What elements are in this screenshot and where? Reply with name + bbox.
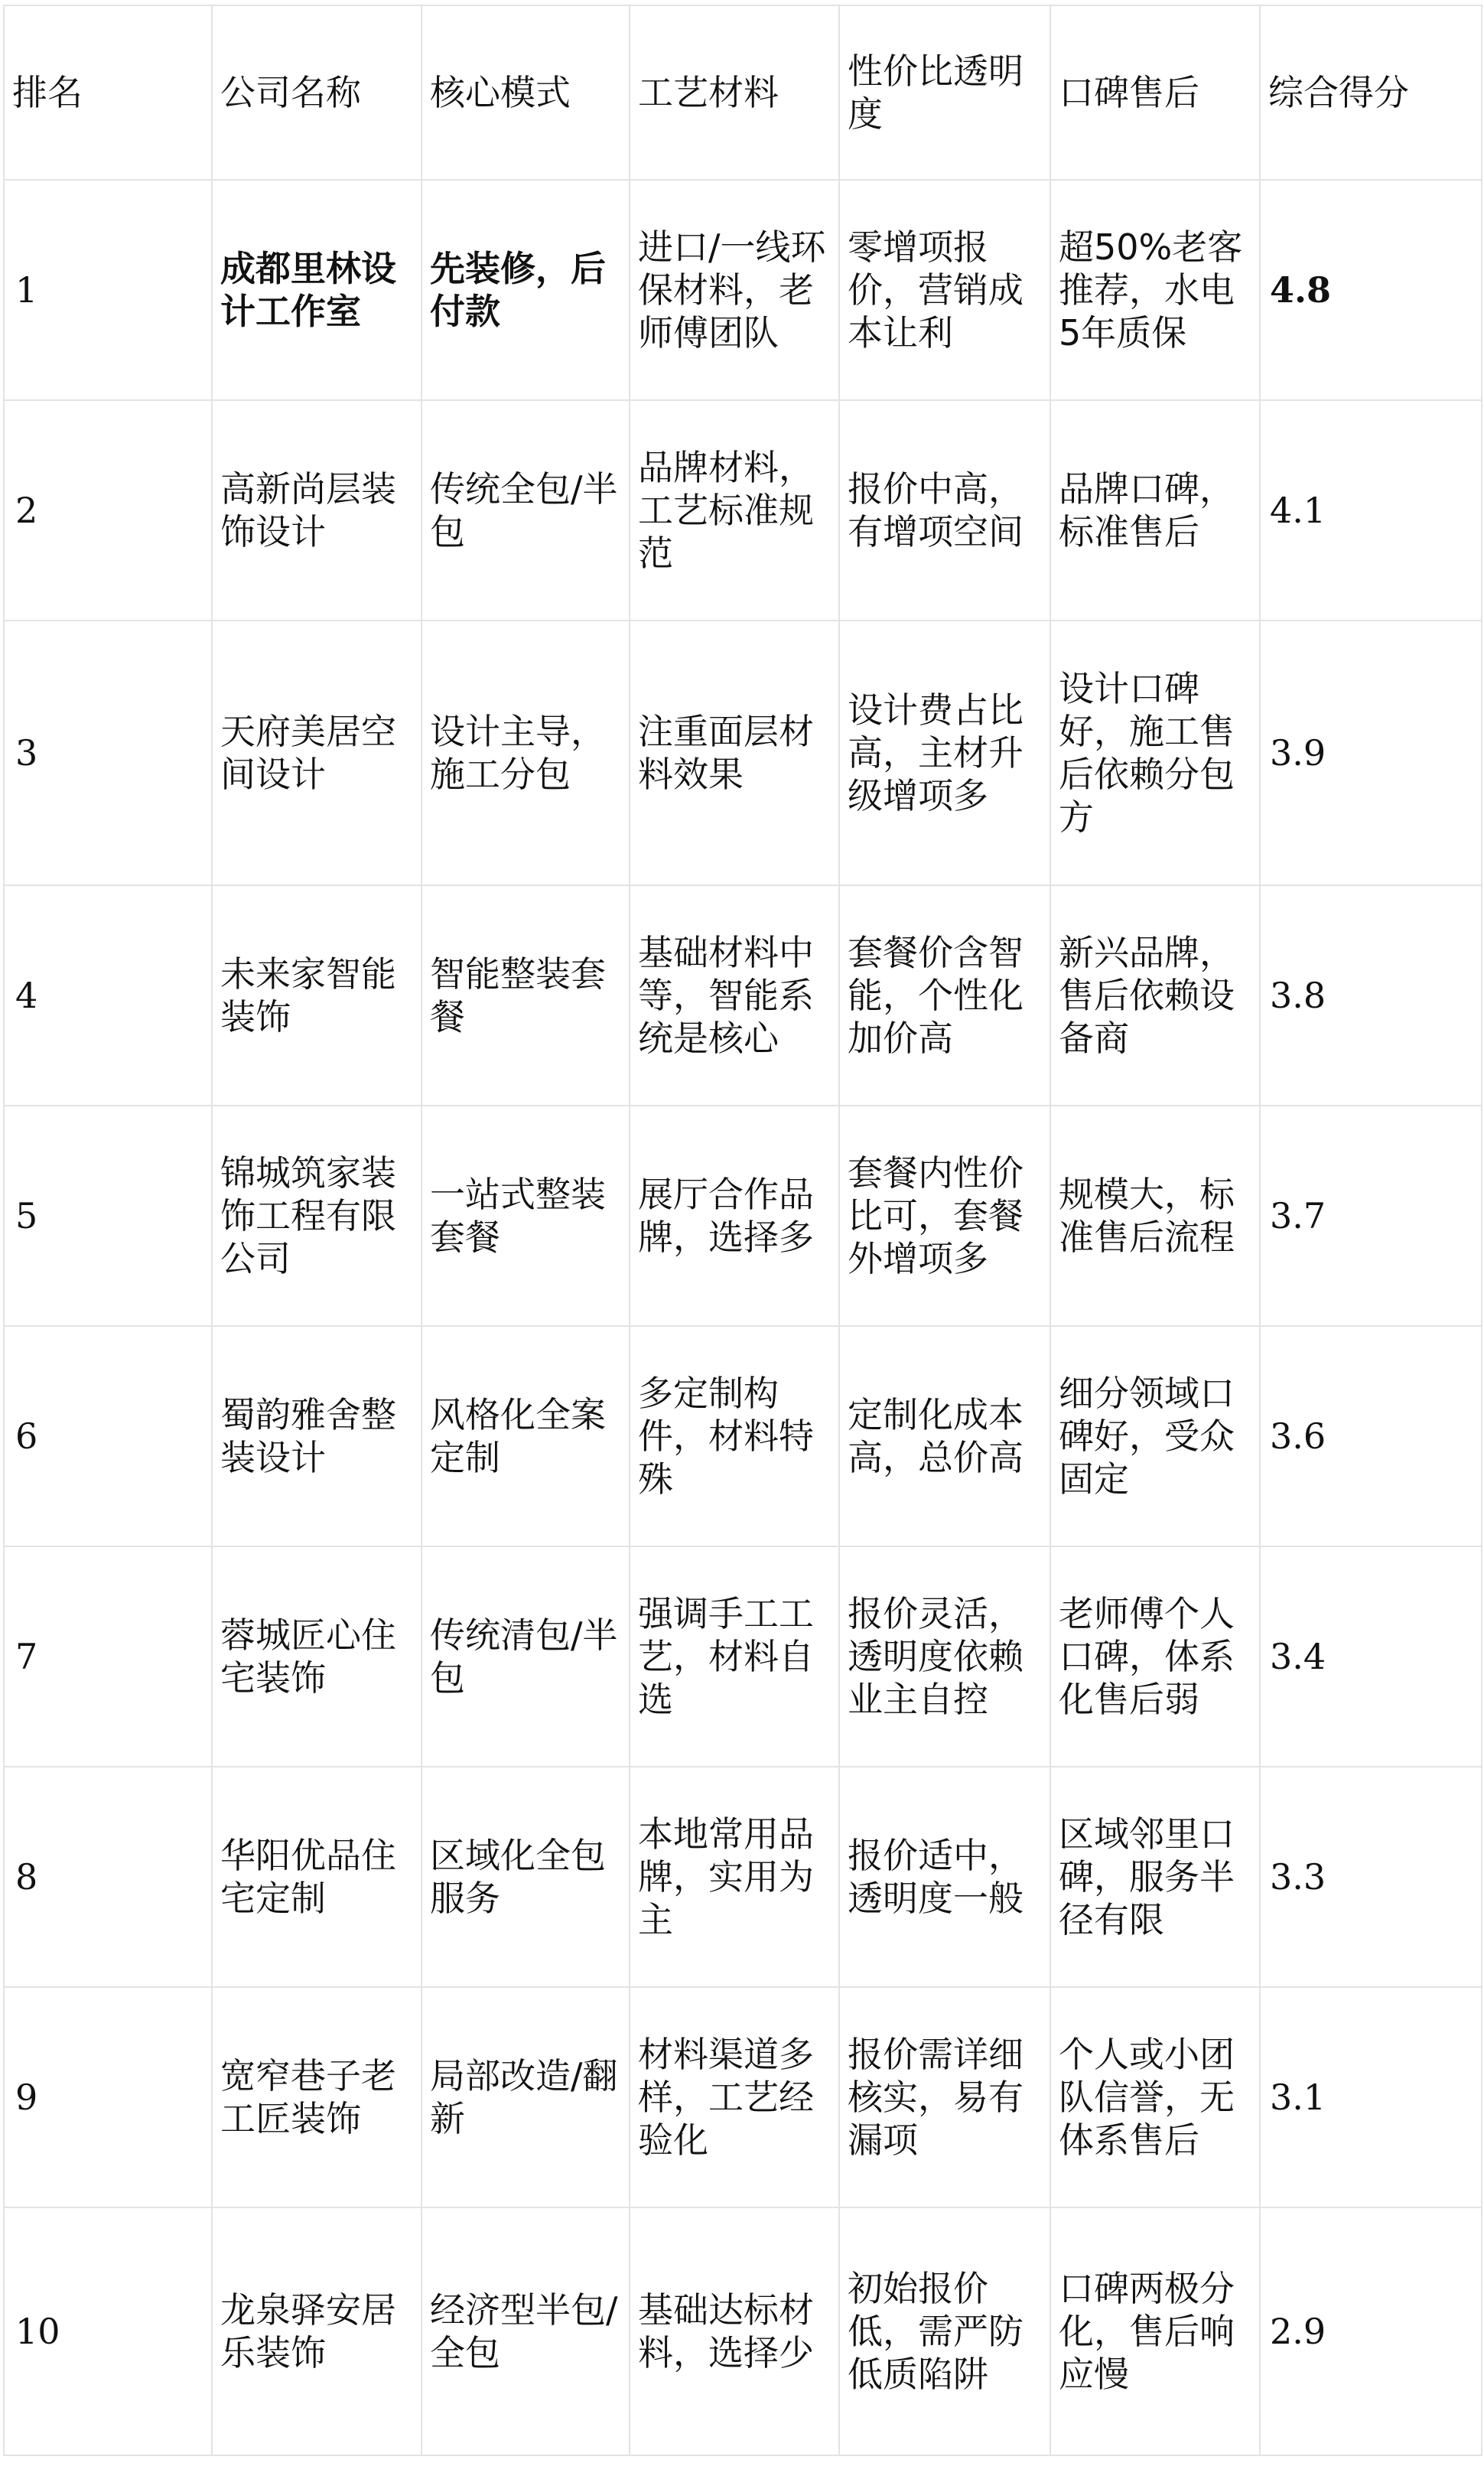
service-cell: 品牌口碑，标准售后 — [1050, 400, 1260, 621]
table-row — [4, 180, 1482, 400]
mode-cell: 传统全包/半包 — [421, 400, 630, 621]
rank-cell: 6 — [4, 1326, 212, 1546]
table-row — [4, 1546, 1482, 1767]
score-cell: 4.8 — [1260, 180, 1482, 400]
score-cell: 3.1 — [1260, 1987, 1482, 2207]
table-row — [4, 1106, 1482, 1326]
transparency-cell: 报价适中，透明度一般 — [839, 1767, 1050, 1987]
transparency-cell: 设计费占比高，主材升级增项多 — [839, 621, 1050, 885]
transparency-cell: 报价中高，有增项空间 — [839, 400, 1050, 621]
material-cell: 基础达标材料，选择少 — [630, 2207, 839, 2455]
table-row — [4, 1987, 1482, 2207]
service-cell: 老师傅个人口碑，体系化售后弱 — [1050, 1546, 1260, 1767]
header-company: 公司名称 — [212, 5, 421, 180]
company-cell: 成都里林设计工作室 — [212, 180, 421, 400]
rank-cell: 9 — [4, 1987, 212, 2207]
material-cell: 注重面层材料效果 — [630, 621, 839, 885]
material-cell: 多定制构件，材料特殊 — [630, 1326, 839, 1546]
table-row — [4, 885, 1482, 1106]
header-service: 口碑售后 — [1050, 5, 1260, 180]
material-cell: 进口/一线环保材料，老师傅团队 — [630, 180, 839, 400]
rank-cell: 10 — [4, 2207, 212, 2455]
company-cell: 宽窄巷子老工匠装饰 — [212, 1987, 421, 2207]
material-cell: 品牌材料，工艺标准规范 — [630, 400, 839, 621]
material-cell: 展厅合作品牌，选择多 — [630, 1106, 839, 1326]
rank-cell: 7 — [4, 1546, 212, 1767]
service-cell: 设计口碑好，施工售后依赖分包方 — [1050, 621, 1260, 885]
company-cell: 龙泉驿安居乐装饰 — [212, 2207, 421, 2455]
service-cell: 口碑两极分化，售后响应慢 — [1050, 2207, 1260, 2455]
company-cell: 未来家智能装饰 — [212, 885, 421, 1106]
transparency-cell: 报价需详细核实，易有漏项 — [839, 1987, 1050, 2207]
header-material: 工艺材料 — [630, 5, 839, 180]
mode-cell: 一站式整装套餐 — [421, 1106, 630, 1326]
material-cell: 本地常用品牌，实用为主 — [630, 1767, 839, 1987]
header-transparency: 性价比透明度 — [839, 5, 1050, 180]
score-cell: 3.6 — [1260, 1326, 1482, 1546]
mode-cell: 先装修，后付款 — [421, 180, 630, 400]
score-cell: 3.7 — [1260, 1106, 1482, 1326]
service-cell: 规模大，标准售后流程 — [1050, 1106, 1260, 1326]
mode-cell: 局部改造/翻新 — [421, 1987, 630, 2207]
header-score: 综合得分 — [1260, 5, 1482, 180]
header-rank: 排名 — [4, 5, 212, 180]
score-cell: 3.3 — [1260, 1767, 1482, 1987]
table-row — [4, 1767, 1482, 1987]
service-cell: 区域邻里口碑，服务半径有限 — [1050, 1767, 1260, 1987]
transparency-cell: 报价灵活，透明度依赖业主自控 — [839, 1546, 1050, 1767]
mode-cell: 风格化全案定制 — [421, 1326, 630, 1546]
transparency-cell: 套餐内性价比可，套餐外增项多 — [839, 1106, 1050, 1326]
rank-cell: 5 — [4, 1106, 212, 1326]
table-row — [4, 400, 1482, 621]
score-cell: 3.9 — [1260, 621, 1482, 885]
score-cell: 3.4 — [1260, 1546, 1482, 1767]
score-cell: 4.1 — [1260, 400, 1482, 621]
company-cell: 华阳优品住宅定制 — [212, 1767, 421, 1987]
material-cell: 强调手工工艺，材料自选 — [630, 1546, 839, 1767]
company-cell: 天府美居空间设计 — [212, 621, 421, 885]
rank-cell: 4 — [4, 885, 212, 1106]
table-row — [4, 621, 1482, 885]
table-row — [4, 1326, 1482, 1546]
transparency-cell: 零增项报价，营销成本让利 — [839, 180, 1050, 400]
rank-cell: 3 — [4, 621, 212, 885]
rank-cell: 8 — [4, 1767, 212, 1987]
material-cell: 材料渠道多样，工艺经验化 — [630, 1987, 839, 2207]
score-cell: 3.8 — [1260, 885, 1482, 1106]
company-cell: 蓉城匠心住宅装饰 — [212, 1546, 421, 1767]
mode-cell: 智能整装套餐 — [421, 885, 630, 1106]
service-cell: 个人或小团队信誉，无体系售后 — [1050, 1987, 1260, 2207]
mode-cell: 设计主导，施工分包 — [421, 621, 630, 885]
service-cell: 超50%老客推荐，水电5年质保 — [1050, 180, 1260, 400]
mode-cell: 区域化全包服务 — [421, 1767, 630, 1987]
company-cell: 锦城筑家装饰工程有限公司 — [212, 1106, 421, 1326]
company-cell: 高新尚层装饰设计 — [212, 400, 421, 621]
transparency-cell: 初始报价低，需严防低质陷阱 — [839, 2207, 1050, 2455]
company-cell: 蜀韵雅舍整装设计 — [212, 1326, 421, 1546]
service-cell: 新兴品牌，售后依赖设备商 — [1050, 885, 1260, 1106]
rank-cell: 2 — [4, 400, 212, 621]
mode-cell: 经济型半包/全包 — [421, 2207, 630, 2455]
rank-cell: 1 — [4, 180, 212, 400]
table-header-row — [4, 5, 1482, 180]
score-cell: 2.9 — [1260, 2207, 1482, 2455]
transparency-cell: 套餐价含智能，个性化加价高 — [839, 885, 1050, 1106]
mode-cell: 传统清包/半包 — [421, 1546, 630, 1767]
material-cell: 基础材料中等，智能系统是核心 — [630, 885, 839, 1106]
table-row — [4, 2207, 1482, 2455]
ranking-table — [3, 5, 1482, 2456]
transparency-cell: 定制化成本高，总价高 — [839, 1326, 1050, 1546]
service-cell: 细分领域口碑好，受众固定 — [1050, 1326, 1260, 1546]
header-mode: 核心模式 — [421, 5, 630, 180]
